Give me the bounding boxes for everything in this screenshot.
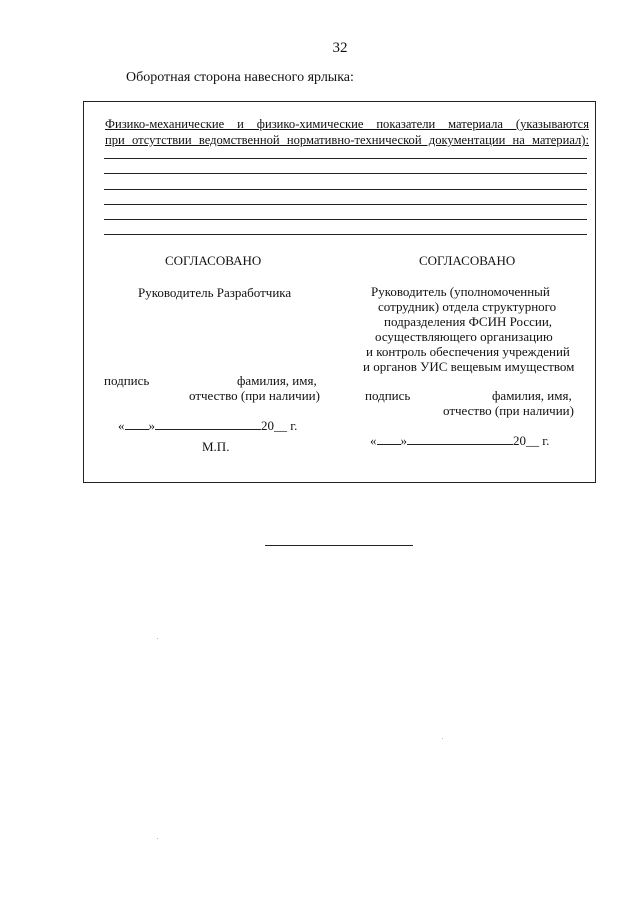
scan-speck <box>442 738 443 739</box>
right-position-line-1: Руководитель (уполномоченный <box>371 284 550 299</box>
scan-speck <box>157 838 158 839</box>
left-name-label-2: отчество (при наличии) <box>189 388 320 403</box>
indicators-intro-line-2: при отсутствии ведомственной нормативно-технической документации на материал): <box>105 133 589 147</box>
right-date-close: » <box>400 433 407 448</box>
right-position-line-2: сотрудник) отдела структурного <box>378 299 557 314</box>
left-stamp-place: М.П. <box>202 439 230 454</box>
fill-in-line <box>104 219 587 220</box>
fill-in-line <box>104 173 587 174</box>
scan-speck <box>157 638 158 639</box>
left-position: Руководитель Разработчика <box>138 285 292 300</box>
right-name-label-2: отчество (при наличии) <box>443 403 574 418</box>
left-date-close: » <box>148 418 155 433</box>
right-position-line-4: осуществляющего организацию <box>375 329 553 344</box>
left-approval-title: СОГЛАСОВАНО <box>165 253 262 268</box>
right-position-line-6: и органов УИС вещевым имуществом <box>363 359 575 374</box>
right-date-year: 20__ г. <box>513 433 550 448</box>
left-date-year: 20__ г. <box>261 418 298 433</box>
right-approval-title: СОГЛАСОВАНО <box>419 253 516 268</box>
indicators-intro-line-1: Физико-механические и физико-химические показатели материала (указываются <box>105 117 589 131</box>
right-date-open: « <box>370 433 377 448</box>
right-position-line-3: подразделения ФСИН России, <box>384 314 553 329</box>
fill-in-line <box>104 158 587 159</box>
right-date-line <box>370 433 549 449</box>
fill-in-line <box>104 204 587 205</box>
fill-in-line <box>104 189 587 190</box>
section-heading: Оборотная сторона навесного ярлыка: <box>126 70 354 85</box>
left-name-label-1: фамилия, имя, <box>237 373 317 388</box>
right-position-line-5: и контроль обеспечения учреждений <box>366 344 570 359</box>
fill-in-line <box>104 234 587 235</box>
page-number: 32 <box>332 40 348 56</box>
right-signature-label: подпись <box>365 388 411 403</box>
right-name-label-1: фамилия, имя, <box>492 388 572 403</box>
left-date-open: « <box>118 418 125 433</box>
end-of-page-rule <box>265 545 413 546</box>
left-date-line <box>118 418 297 434</box>
left-signature-label: подпись <box>104 373 150 388</box>
